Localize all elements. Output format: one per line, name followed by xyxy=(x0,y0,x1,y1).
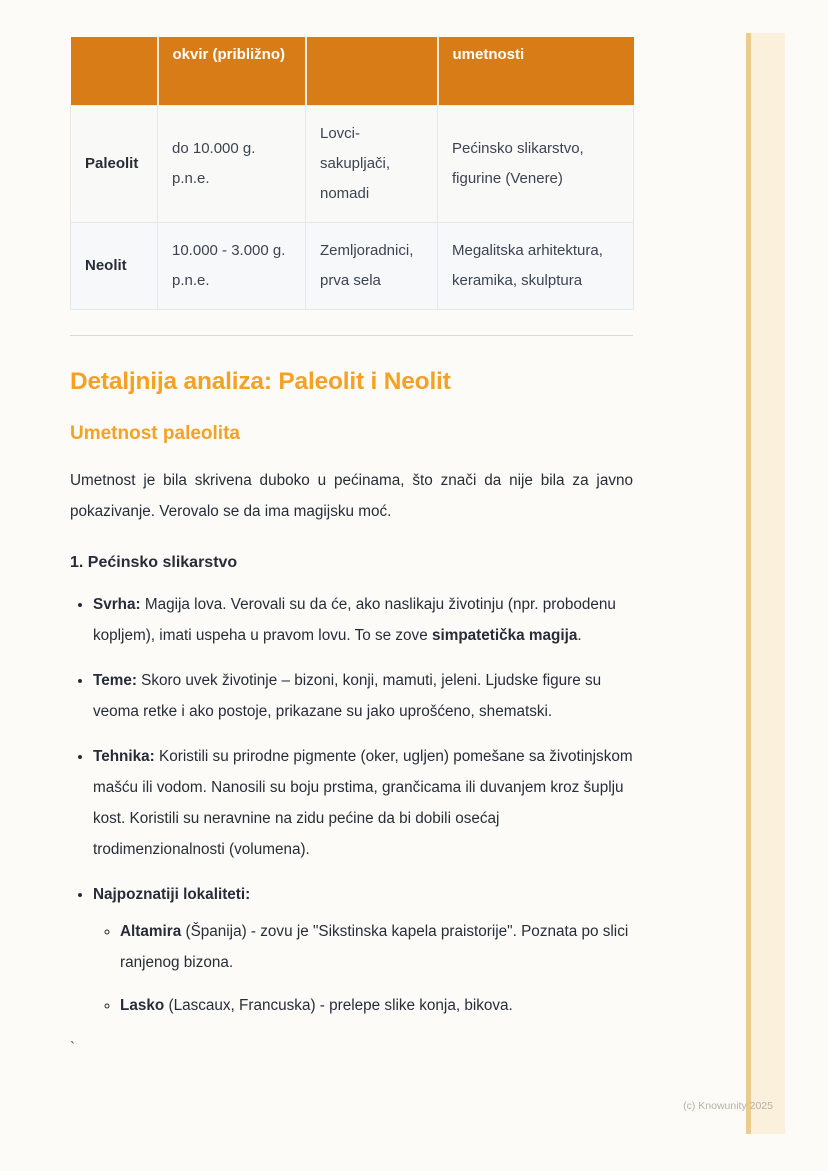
periods-comparison-table xyxy=(70,37,634,310)
table-cell-art: Pećinsko slikarstvo, figurine (Venere) xyxy=(438,105,634,222)
footer-credit: (c) Knowunity 2025 xyxy=(683,1100,773,1112)
list-item-tehnika: • Tehnika: Koristili su prirodne pigmente (oker, ugljen) pomešane sa životinjskom mašću ili vodom. Nanosili su boju prstima, grančicama ili duvanjem kroz šuplju kost. Koristili su neravnine na zidu pećine da bi dobili osećaj trodimenzionalnosti (volumena). xyxy=(93,741,633,865)
table-row-neolit xyxy=(71,222,634,309)
section-heading: Detaljnija analiza: Paleolit i Neolit xyxy=(70,367,451,395)
intro-paragraph: Umetnost je bila skrivena duboko u pećinama, što znači da nije bila za javno pokazivanje. Verovalo se da ima magijsku moć. xyxy=(70,471,633,520)
table-cell-timeframe: 10.000 - 3.000 g. p.n.e. xyxy=(158,222,306,309)
table-cell-lifestyle: Lovci-sakupljači, nomadi xyxy=(306,105,438,222)
table-row-paleolit xyxy=(71,105,634,222)
list-title: 1. Pećinsko slikarstvo xyxy=(70,553,238,571)
sub-list-item-lasko: ◦ Lasko (Lascaux, Francuska) - prelepe slike konja, bikova. xyxy=(120,990,633,1021)
sub-bullet-list xyxy=(93,916,633,1021)
table-cell-period: Paleolit xyxy=(71,105,158,222)
table-header-cell xyxy=(71,37,158,105)
table-header-cell-umetnosti: umetnosti xyxy=(438,37,634,105)
table-cell-art: Megalitska arhitektura, keramika, skulptura xyxy=(438,222,634,309)
table-header-cell xyxy=(306,37,438,105)
list-item-svrha: • Svrha: Magija lova. Verovali su da će, ako naslikaju životinju (npr. probodenu kopljem), imati uspeha u pravom lovu. To se zove simpatetička magija. xyxy=(93,589,633,651)
bullet-list xyxy=(70,589,633,1021)
page-edge-stripe xyxy=(746,33,785,1134)
list-item-teme: • Teme: Skoro uvek životinje – bizoni, konji, mamuti, jeleni. Ljudske figure su veoma retke i ako postoje, prikazane su jako uprošćeno, shematski. xyxy=(93,665,633,727)
section-divider xyxy=(70,335,633,336)
table-header-row xyxy=(71,37,634,105)
page-content xyxy=(70,37,633,1056)
list-item-lokaliteti xyxy=(93,879,633,1021)
list-item-lokaliteti-label: Najpoznatiji lokaliteti: xyxy=(93,885,251,903)
table-cell-period: Neolit xyxy=(71,222,158,309)
stray-character: ` xyxy=(70,1038,75,1056)
table-cell-lifestyle: Zemljoradnici, prva sela xyxy=(306,222,438,309)
table-cell-timeframe: do 10.000 g. p.n.e. xyxy=(158,105,306,222)
sub-list-item-altamira: ◦ Altamira (Španija) - zovu je "Sikstinska kapela praistorije". Poznata po slici ranjenog bizona. xyxy=(120,916,633,978)
table-header-cell-okvir: okvir (približno) xyxy=(158,37,306,105)
subsection-heading: Umetnost paleolita xyxy=(70,422,240,444)
